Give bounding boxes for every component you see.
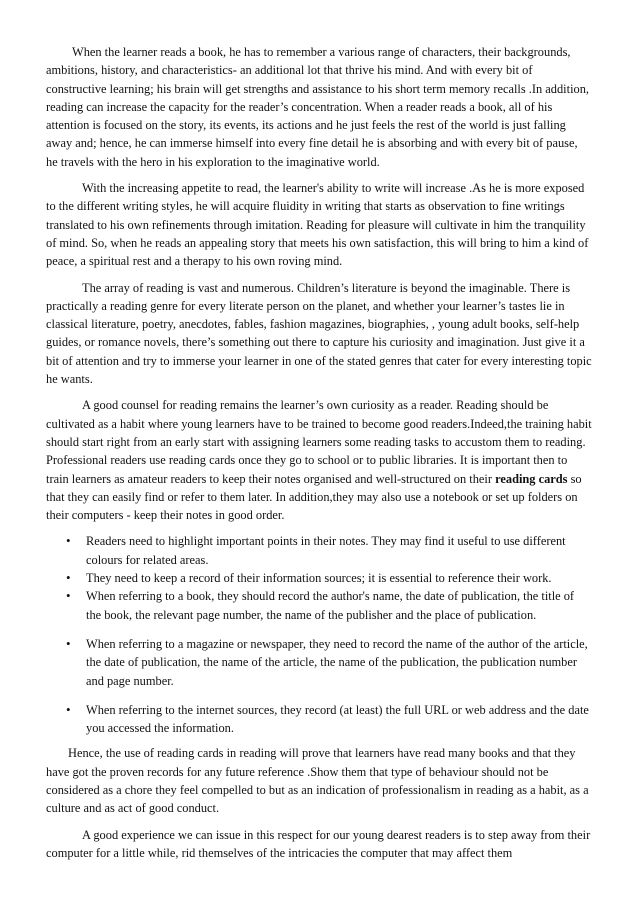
paragraph-4 — [46, 396, 592, 524]
list-item — [66, 701, 592, 738]
paragraph-3: The array of reading is vast and numerous. Children’s literature is beyond the imaginable. There is practically a reading genre for every literate person on the planet, and whether your learner’s tastes lie in classical literature, poetry, anecdotes, fables, fashion magazines, biographies, , young adult books, self-help guides, or romance novels, there’s something out there to capture his curiosity and imagination. Just give it a bit of attention and try to immerse your learner in one of the stated genres that cater for every interesting topic he wants. — [46, 280, 592, 387]
list-item-text: When referring to the internet sources, they record (at least) the full URL or web address and the date you accessed the information. — [86, 702, 589, 736]
list-item — [66, 569, 592, 587]
list-item — [66, 532, 592, 569]
bullet-icon: • — [66, 701, 71, 717]
bullet-icon: • — [66, 635, 71, 651]
bullet-list — [46, 532, 592, 737]
paragraph-2: With the increasing appetite to read, the learner's ability to write will increase .As he is more exposed to the different writing styles, he will acquire fluidity in writing that starts as observation to fine writings translated to his own refinements through imitation. Reading for pleasure will cultivate in him the tranquility of mind. So, when he reads an appealing story that meets his own satisfaction, this will bring to him a kind of peace, a spiritual rest and a therapy to his own roving mind. — [46, 181, 589, 269]
reading-cards-emphasis: reading cards — [495, 471, 568, 486]
paragraph-6: A good experience we can issue in this respect for our young dearest readers is to step away from their computer for a little while, rid themselves of the intricacies the computer that may affect them — [46, 827, 591, 860]
paragraph-1: When the learner reads a book, he has to remember a various range of characters, their backgrounds, ambitions, history, and characteristics- an additional lot that thrive his mind. And with every bit of constructive learning; his brain will get strengths and assistance to his short term memory recalls .In addition, reading can increase the capacity for the reader’s concentration. When a reader reads a book, all of his attention is focused on the story, its events, its actions and he just feels the rest of the world is just falling away and; hence, he can immerse himself into every fine detail he is absorbing and with every bit of pause, he travels with the hero in his exploration to the imaginative world. — [46, 45, 589, 169]
bullet-icon: • — [66, 570, 71, 586]
list-item-text: When referring to a book, they should record the author's name, the date of publication, the title of the book, the relevant page number, the name of the publisher and the place of publication. — [86, 589, 575, 622]
list-item-text: When referring to a magazine or newspaper, they need to record the name of the author of the article, the date of publication, the name of the article, the name of the publication, the publication number and page number. — [86, 636, 588, 688]
paragraph-4-text-b: so that they can easily find or refer to them later. In addition,they may also use a notebook or set up folders on their computers - keep their notes in good order. — [46, 471, 582, 523]
list-item — [66, 587, 592, 624]
bullet-icon: • — [66, 588, 71, 604]
paragraph-5: Hence, the use of reading cards in reading will prove that learners have read many books and that they have got the proven records for any future reference .Show them that type of behaviour should not be considered as a chore they feel compelled to but as an indication of professionalism in reading as a habit, as a culture and as act of good conduct. — [46, 746, 589, 816]
list-item-text: They need to keep a record of their information sources; it is essential to reference their work. — [86, 571, 552, 586]
paragraph-4-text-a: A good counsel for reading remains the learner’s own curiosity as a reader. Reading should be cultivated as a habit where young learners have to be trained to become good readers.Indeed,the training habit should start right from an early start with assigning learners some reading tasks to accustom them to reading. Professional readers use reading cards once they go to school or to public libraries. It is important then to train learners as amateur readers to keep their notes organised and well-structured on their — [46, 398, 592, 486]
list-item — [66, 635, 592, 690]
list-item-text: Readers need to highlight important points in their notes. They may find it useful to use different colours for related areas. — [86, 534, 566, 567]
bullet-icon: • — [66, 533, 71, 549]
